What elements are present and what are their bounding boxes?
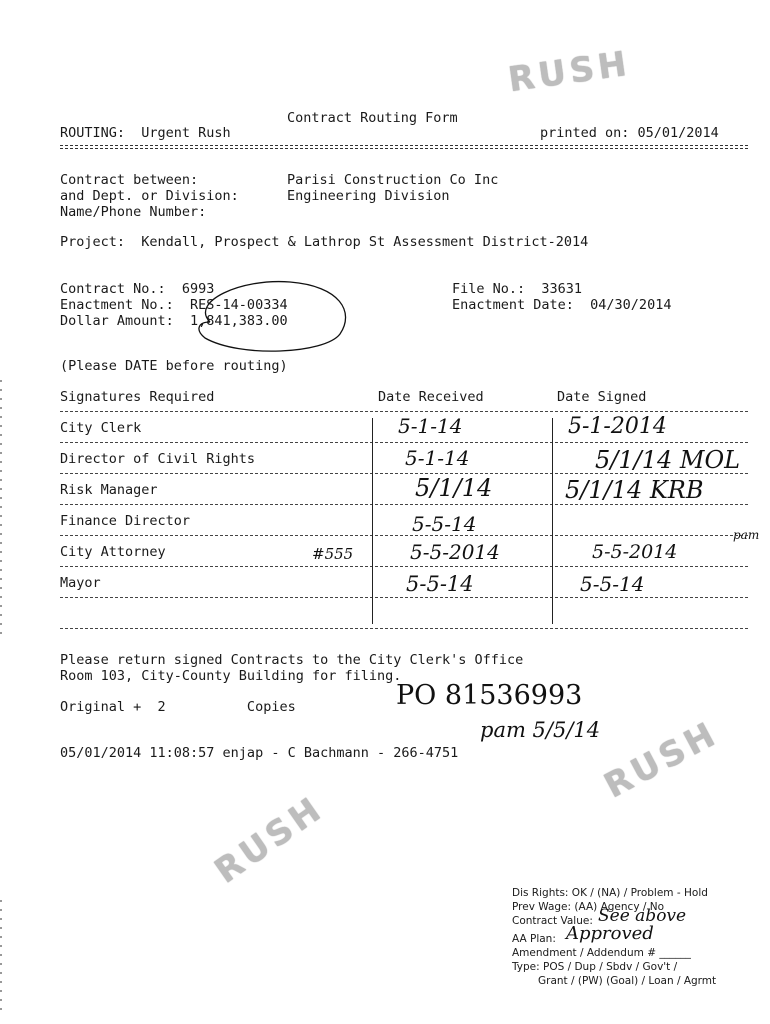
contract-no: Contract No.: 6993 xyxy=(60,281,215,297)
contract-value-hand: See above xyxy=(598,906,687,926)
finance-initials: pam xyxy=(733,528,760,542)
scan-artifact xyxy=(0,380,2,640)
contract-between-value: Parisi Construction Co Inc xyxy=(287,172,499,188)
table-rule xyxy=(60,411,748,412)
amendment-line: Amendment / Addendum # ______ xyxy=(512,947,691,959)
contract-value-label: Contract Value: xyxy=(512,915,593,927)
routing-label: ROUTING: Urgent Rush xyxy=(60,125,231,141)
dept-label: and Dept. or Division: xyxy=(60,188,239,204)
date-received: 5-1-14 xyxy=(405,446,470,470)
date-signed: 5/1/14 KRB xyxy=(565,476,704,504)
prev-wage-line: Prev Wage: (AA) Agency / No xyxy=(512,901,665,913)
table-rule xyxy=(60,442,748,443)
col-signatures-header: Signatures Required xyxy=(60,389,215,405)
printed-on: printed on: 05/01/2014 xyxy=(540,125,719,141)
pam-date: pam 5/5/14 xyxy=(480,718,601,742)
enactment-date: Enactment Date: 04/30/2014 xyxy=(452,297,672,313)
signature-role: City Attorney xyxy=(60,544,166,560)
dollar-amount: Dollar Amount: 1,841,383.00 xyxy=(60,313,288,329)
aa-plan-hand: Approved xyxy=(566,923,654,944)
table-rule xyxy=(60,535,748,536)
col-received-header: Date Received xyxy=(378,389,484,405)
rush-stamp: RUSH xyxy=(505,43,633,101)
return-instructions-2: Room 103, City-County Building for filing. xyxy=(60,668,402,684)
date-received: 5-1-14 xyxy=(398,414,463,438)
signature-role: Finance Director xyxy=(60,513,191,529)
signature-role: City Clerk xyxy=(60,420,142,436)
signature-role: Risk Manager xyxy=(60,482,158,498)
col-signed-header: Date Signed xyxy=(557,389,647,405)
project-line: Project: Kendall, Prospect & Lathrop St Assessment District-2014 xyxy=(60,234,589,250)
table-rule xyxy=(60,597,748,598)
hand-drawn-circle xyxy=(180,272,355,358)
rush-stamp: RUSH xyxy=(597,713,725,807)
name-phone-label: Name/Phone Number: xyxy=(60,204,207,220)
signature-role: Mayor xyxy=(60,575,101,591)
table-rule xyxy=(60,628,748,629)
date-received: 5/1/14 xyxy=(415,474,493,502)
file-no: File No.: 33631 xyxy=(452,281,583,297)
print-stamp: 05/01/2014 11:08:57 enjap - C Bachmann - 266-4751 xyxy=(60,745,459,761)
date-received: 5-5-14 xyxy=(412,512,477,536)
scan-artifact xyxy=(0,900,2,1010)
column-separator xyxy=(372,418,373,624)
copies-line: Original + 2 Copies xyxy=(60,699,296,715)
table-rule xyxy=(60,566,748,567)
date-signed: 5-1-2014 xyxy=(568,414,667,439)
rush-stamp: RUSH xyxy=(207,788,332,892)
enactment-no: Enactment No.: RES-14-00334 xyxy=(60,297,288,313)
aa-plan-label: AA Plan: xyxy=(512,933,556,945)
dept-value: Engineering Division xyxy=(287,188,450,204)
signature-role: Director of Civil Rights xyxy=(60,451,256,467)
type-line-cont: Grant / (PW) (Goal) / Loan / Agrmt xyxy=(538,975,717,987)
po-number: PO 81536993 xyxy=(396,680,583,711)
date-signed: 5/1/14 MOL xyxy=(595,446,741,474)
date-before-routing-note: (Please DATE before routing) xyxy=(60,358,288,374)
table-rule xyxy=(60,473,748,474)
form-title: Contract Routing Form xyxy=(287,110,458,126)
header-divider xyxy=(60,145,748,149)
dis-rights-line: Dis Rights: OK / (NA) / Problem - Hold xyxy=(512,887,708,899)
date-signed: 5-5-2014 xyxy=(592,541,678,563)
attorney-note: #555 xyxy=(312,545,354,563)
date-received: 5-5-2014 xyxy=(410,540,500,564)
return-instructions-1: Please return signed Contracts to the City Clerk's Office xyxy=(60,652,524,668)
contract-between-label: Contract between: xyxy=(60,172,199,188)
date-signed: 5-5-14 xyxy=(580,572,645,596)
type-line: Type: POS / Dup / Sbdv / Gov't / xyxy=(512,961,678,973)
table-rule xyxy=(60,504,748,505)
column-separator xyxy=(552,418,553,624)
date-received: 5-5-14 xyxy=(406,572,474,596)
